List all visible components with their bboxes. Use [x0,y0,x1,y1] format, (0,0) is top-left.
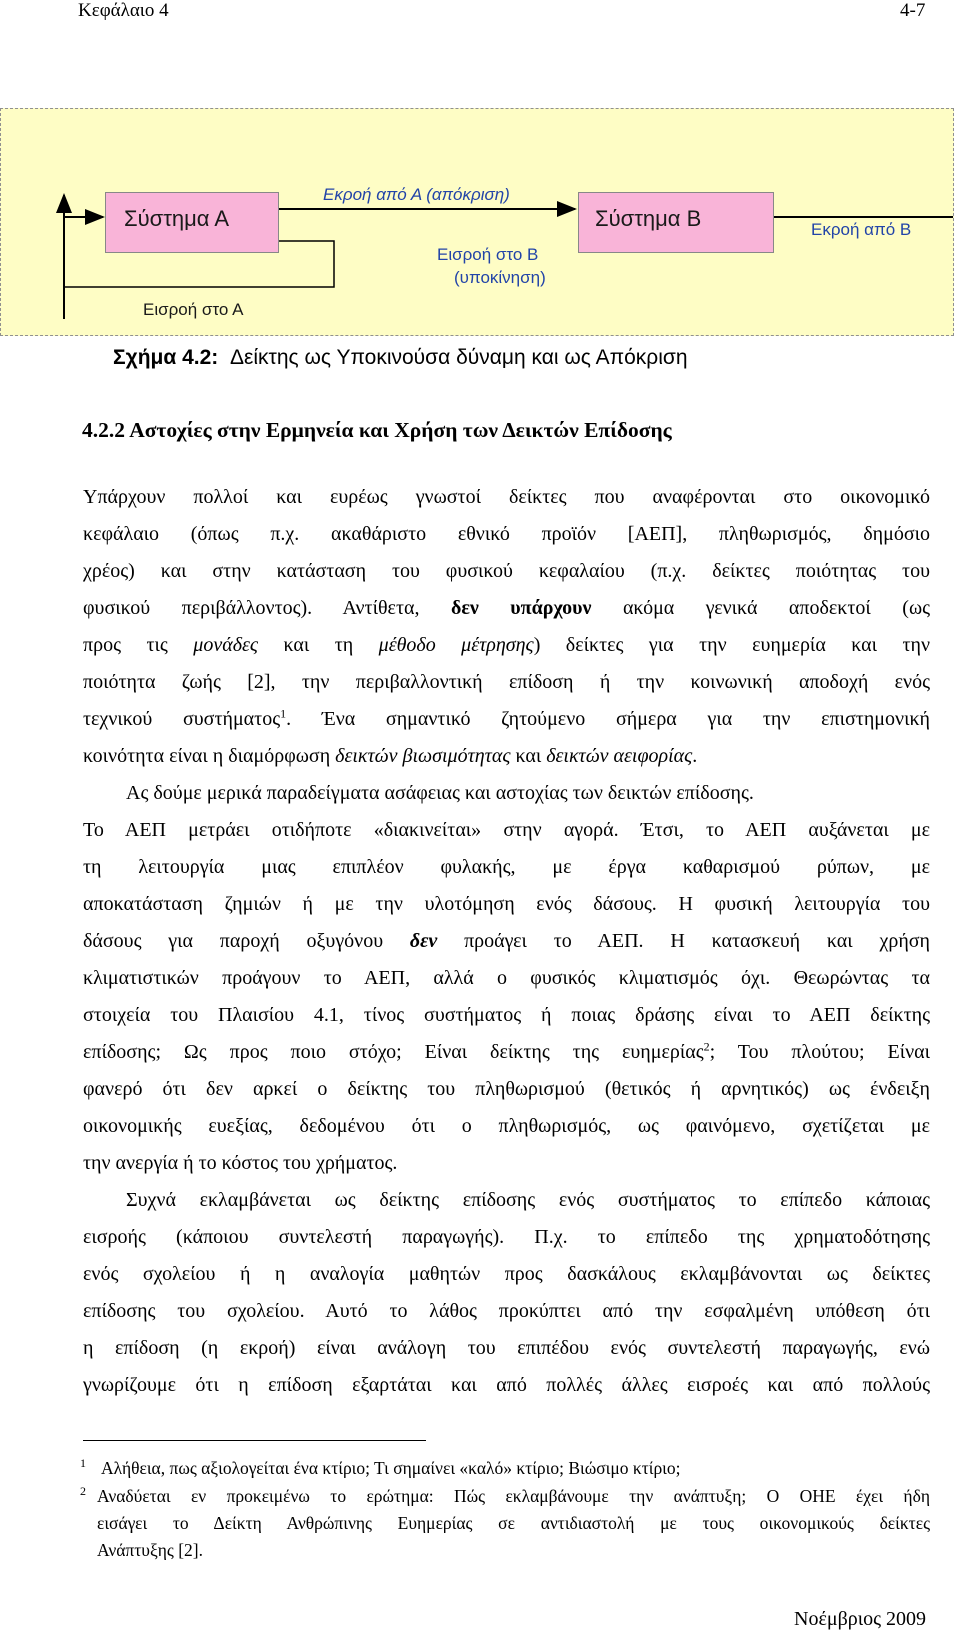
text-run: . [692,745,698,767]
text-run: τεχνικού συστήματος [83,708,281,730]
text-run: δάσους για παροχή οξυγόνου [83,930,384,952]
section-heading: 4.2.2 Αστοχίες στην Ερμηνεία και Χρήση των Δεικτών Επίδοσης [82,418,672,442]
paragraph-line: ενός σχολείου ή η αναλογία μαθητών προς δασκάλους εκλαμβάνονται ως δείκτες [83,1263,930,1285]
system-a-box: Σύστημα Α [105,192,279,253]
paragraph-line: Συχνά εκλαμβάνεται ως δείκτης επίδοσης ενός συστήματος το επίπεδο κάποιας [126,1189,930,1211]
paragraph-line [83,708,930,731]
paragraph-line [83,745,930,768]
input-b-sublabel: (υποκίνηση) [454,268,546,287]
paragraph-line: Ας δούμε μερικά παραδείγματα ασάφειας και αστοχίας των δεικτών επίδοσης. [126,782,754,804]
chapter-header: Κεφάλαιο 4 [78,0,169,21]
text-run: ; Του πλούτου; Είναι [709,1041,931,1063]
italic-text: μονάδες [193,634,258,656]
paragraph-line: επίδοσης του σχολείου. Αυτό το λάθος προκύπτει από την εσφαλμένη υπόθεση ότι [83,1300,930,1322]
footnote-text: εισάγει το Δείκτη Ανθρώπινης Ευημερίας σε αντιδιαστολή με τους οικονομικούς δείκτες [97,1513,930,1533]
text-run: ακόμα γενικά αποδεκτοί (ως [622,597,931,619]
paragraph-line: οικονομικής ευεξίας, δεδομένου ότι ο πληθωρισμός, ως φαινόμενο, σχετίζεται με [83,1115,930,1137]
text-run: ) δείκτες για την ευημερία και την [533,634,931,656]
text-run: επίδοσης; Ως προς ποιο στόχο; Είναι δείκτης της ευημερίας [83,1041,704,1063]
page-number: 4-7 [900,0,926,21]
footnote-text: Ανάπτυξης [2]. [97,1540,203,1560]
paragraph-line: χρέος) και στην κατάσταση του φυσικού κεφαλαίου (π.χ. δείκτες ποιότητας του [83,560,930,582]
paragraph-line: κλιματιστικών προάγουν το ΑΕΠ, αλλά ο φυσικός κλιματισμός όχι. Θεωρώντας τα [83,967,930,989]
bold-text: δεν υπάρχουν [450,597,592,619]
paragraph-line: στοιχεία του Πλαισίου 4.1, τίνος συστήματος ή ποιας δράσης είναι το ΑΕΠ δείκτης [83,1004,930,1026]
footnote-number: 1 [80,1456,86,1470]
paragraph-line [83,634,930,657]
figure-diagram [0,108,954,336]
text-run: προς τις [83,634,168,656]
paragraph-line: φανερό ότι δεν αρκεί ο δείκτης του πληθωρισμού (θετικός ή αρνητικός) ως ένδειξη [83,1078,930,1100]
footnote-divider [83,1440,426,1441]
italic-text: δεικτών αειφορίας [546,745,693,767]
text-run: . Ένα σημαντικό ζητούμενο σήμερα για την επιστημονική [286,708,930,730]
paragraph-line: κεφάλαιο (όπως π.χ. ακαθάριστο εθνικό προϊόν [ΑΕΠ], πληθωρισμός, δημόσιο [83,523,930,545]
paragraph-line [83,1041,930,1064]
figure-caption [113,346,688,370]
caption-number: Σχήμα 4.2: [113,346,219,369]
footnote-text: Αλήθεια, πως αξιολογείται ένα κτίριο; Τι σημαίνει «καλό» κτίριο; Βιώσιμο κτίριο; [101,1458,681,1478]
text-run: φυσικού περιβάλλοντος). Αντίθετα, [83,597,420,619]
output-b-label: Εκροή από Β [811,220,912,239]
italic-text: δεικτών βιωσιμότητας [335,745,511,767]
caption-text: Δείκτης ως Υποκινούσα δύναμη και ως Απόκριση [229,346,688,369]
paragraph-line: ποιότητα ζωής [2], την περιβαλλοντική επίδοση ή την κοινωνική αποδοχή ενός [83,671,930,693]
system-b-box: Σύστημα Β [578,192,774,253]
text-run: και τη [283,634,354,656]
paragraph-line: εισροής (κάποιου συντελεστή παραγωγής). Π.χ. το επίπεδο της χρηματοδότησης [83,1226,930,1248]
paragraph-line: τη λειτουργία μιας επιπλέον φυλακής, με έργα καθαρισμού ρύπων, με [83,856,930,878]
text-run: και [515,745,542,767]
footer-date: Νοέμβριος 2009 [794,1608,927,1630]
italic-text: μέθοδο μέτρησης [378,634,534,656]
paragraph-line: η επίδοση (η εκροή) είναι ανάλογη του επιπέδου ενός συντελεστή παραγωγής, ενώ [83,1337,930,1359]
footnote-number: 2 [80,1484,86,1498]
paragraph-line: γνωρίζουμε ότι η επίδοση εξαρτάται και από πολλές άλλες εισροές και από πολλούς [83,1374,930,1396]
paragraph-line [83,597,930,620]
paragraph-line: την ανεργία ή το κόστος του χρήματος. [83,1152,398,1174]
text-run: προάγει το ΑΕΠ. Η κατασκευή και χρήση [464,930,931,952]
input-a-label: Εισροή στο Α [143,300,244,319]
bold-italic-text: δεν [409,930,438,952]
paragraph-line [83,930,930,953]
footnote-ref[interactable]: 2 [703,1039,710,1054]
input-b-label: Εισροή στο Β [437,245,539,264]
footnote-text: Αναδύεται εν προκειμένω το ερώτημα: Πώς εκλαμβάνουμε την ανάπτυξη; Ο ΟΗΕ έχει ήδη [97,1486,930,1506]
footnote-ref[interactable]: 1 [280,706,287,721]
paragraph-line: αποκατάσταση ζημιών ή με την υλοτόμηση ενός δάσους. Η φυσική λειτουργία του [83,893,930,915]
paragraph-line: Το ΑΕΠ μετράει οτιδήποτε «διακινείται» στην αγορά. Έτσι, το ΑΕΠ αυξάνεται με [83,819,930,841]
output-a-label: Εκροή από Α (απόκριση) [323,185,510,204]
paragraph-line: Υπάρχουν πολλοί και ευρέως γνωστοί δείκτες που αναφέρονται στο οικονομικό [83,486,930,508]
text-run: κοινότητα είναι η διαμόρφωση [83,745,331,767]
